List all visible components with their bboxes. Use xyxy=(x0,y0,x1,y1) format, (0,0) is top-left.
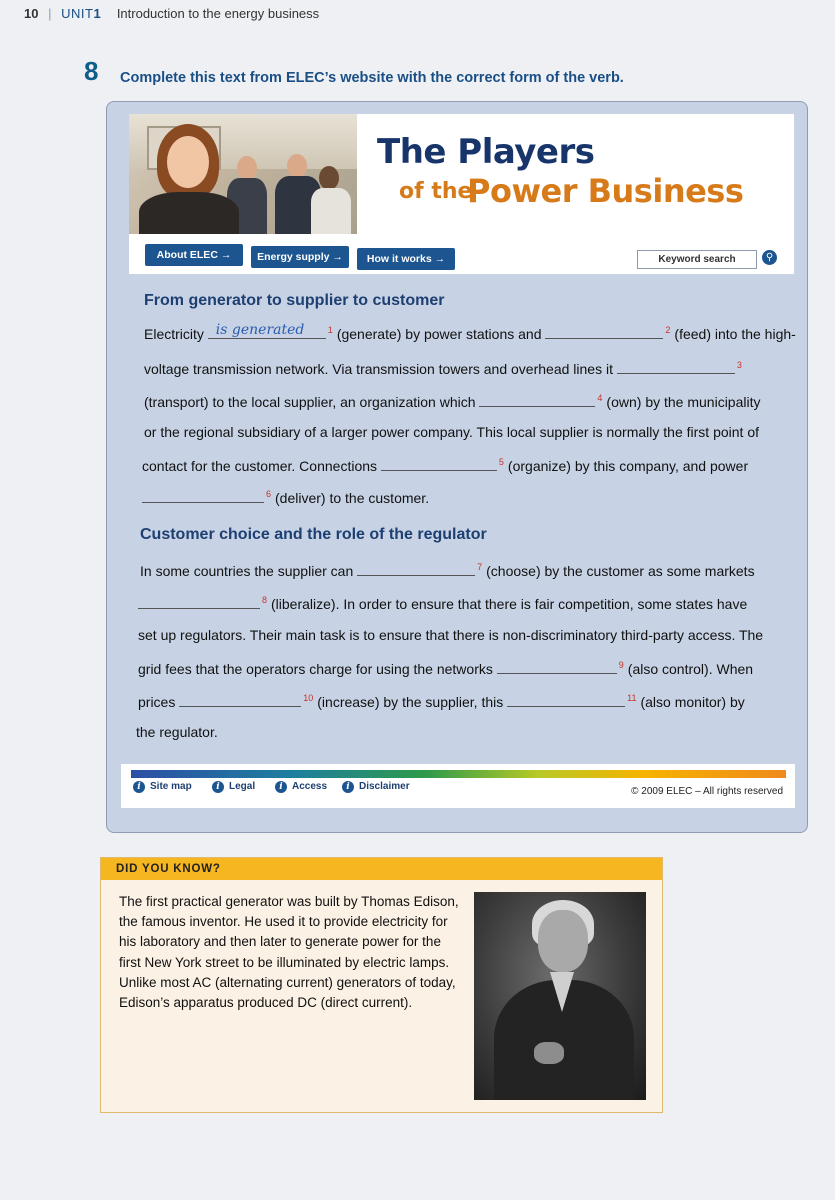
blank-11[interactable] xyxy=(507,692,625,707)
footer-gradient-bar xyxy=(131,770,786,778)
nav-energy-supply[interactable]: Energy supply → xyxy=(251,246,349,268)
banner-title-of-the: of the xyxy=(399,179,473,204)
copyright: © 2009 ELEC – All rights reserved xyxy=(631,786,783,797)
nav-how-it-works[interactable]: How it works → xyxy=(357,248,455,270)
blank-6[interactable] xyxy=(142,488,264,503)
did-you-know-text: The first practical generator was built by Thomas Edison, the famous inventor. He used it to provide electricity for his laboratory and then later to generate power for the first New York street to be illuminated by electric lamps. Unlike most AC (alternating current) generators of today, Edison’s apparatus produced DC (direct current). xyxy=(119,894,459,1011)
page-number: 10 xyxy=(24,6,39,21)
s2-line6: the regulator. xyxy=(136,724,218,740)
edison-portrait xyxy=(474,892,646,1100)
info-icon: i xyxy=(275,781,287,793)
header-separator: | xyxy=(48,6,52,21)
unit-word: UNIT xyxy=(61,6,94,21)
footer-link-legal[interactable]: i Legal xyxy=(212,780,255,794)
info-icon: i xyxy=(133,781,145,793)
s2-line4: grid fees that the operators charge for using the networks $^9$ (also control). When xyxy=(138,660,754,677)
blank-5[interactable] xyxy=(381,456,497,471)
s1-line2: voltage transmission network. Via transmission towers and overhead lines it $^3$ xyxy=(144,360,742,377)
section1-heading: From generator to supplier to customer xyxy=(144,292,445,309)
s2-line5: prices $^{10}$ (increase) by the supplier, this $^{11}$ (also monitor) by xyxy=(138,693,745,710)
blank-3[interactable] xyxy=(617,359,735,374)
s2-line1: In some countries the supplier can $^7$ (choose) by the customer as some markets xyxy=(140,562,755,579)
nav-bar xyxy=(129,238,794,274)
header-title: Introduction to the energy business xyxy=(116,6,320,21)
info-icon: i xyxy=(212,781,224,793)
site-footer xyxy=(121,764,795,808)
footer-link-access[interactable]: i Access xyxy=(275,780,327,794)
footer-link-site-map[interactable]: i Site map xyxy=(133,780,192,794)
s1-line1: Electricity is generated $^1$ (generate) by power stations and $^2$ (feed) into the high- xyxy=(144,322,796,342)
nav-about-elec[interactable]: About ELEC → xyxy=(145,244,243,266)
keyword-search-input[interactable]: Keyword search xyxy=(637,250,757,269)
exercise-instruction: Complete this text from ELEC’s website with the correct form of the verb. xyxy=(120,70,624,86)
blank-4[interactable] xyxy=(479,392,595,407)
unit-number: 1 xyxy=(93,6,102,21)
banner xyxy=(129,114,794,238)
search-icon[interactable]: ⚲ xyxy=(762,250,777,265)
did-you-know-box xyxy=(100,857,663,1113)
banner-title-line1: The Players xyxy=(377,132,595,172)
s2-line2: $^8$ (liberalize). In order to ensure that there is fair competition, some states have xyxy=(138,594,747,612)
blank-2[interactable] xyxy=(545,324,663,339)
blank-8[interactable] xyxy=(138,594,260,609)
did-you-know-heading: DID YOU KNOW? xyxy=(116,863,221,875)
banner-title-line2: Power Business xyxy=(467,172,744,210)
banner-title xyxy=(357,114,794,238)
running-header xyxy=(24,6,319,21)
info-icon: i xyxy=(342,781,354,793)
blank-10[interactable] xyxy=(179,692,301,707)
s1-line3: (transport) to the local supplier, an organization which $^4$ (own) by the municipality xyxy=(144,393,761,410)
blank-1[interactable]: is generated xyxy=(208,324,326,339)
blank-9[interactable] xyxy=(497,659,617,674)
s1-line5: contact for the customer. Connections $^5$ (organize) by this company, and power xyxy=(142,457,749,474)
website-panel xyxy=(106,101,808,833)
banner-photo xyxy=(129,114,357,234)
did-you-know-header xyxy=(101,858,662,880)
unit-label xyxy=(61,6,101,21)
s1-line4: or the regional subsidiary of a larger power company. This local supplier is normally the first point of xyxy=(144,424,759,440)
footer-link-disclaimer[interactable]: i Disclaimer xyxy=(342,780,410,794)
s2-line3: set up regulators. Their main task is to ensure that there is non-discriminatory third-party access. The xyxy=(138,627,764,643)
section2-heading: Customer choice and the role of the regulator xyxy=(140,526,487,543)
s1-line6: $^6$ (deliver) to the customer. xyxy=(142,488,429,506)
blank-7[interactable] xyxy=(357,561,475,576)
exercise-number: 8 xyxy=(84,56,99,86)
